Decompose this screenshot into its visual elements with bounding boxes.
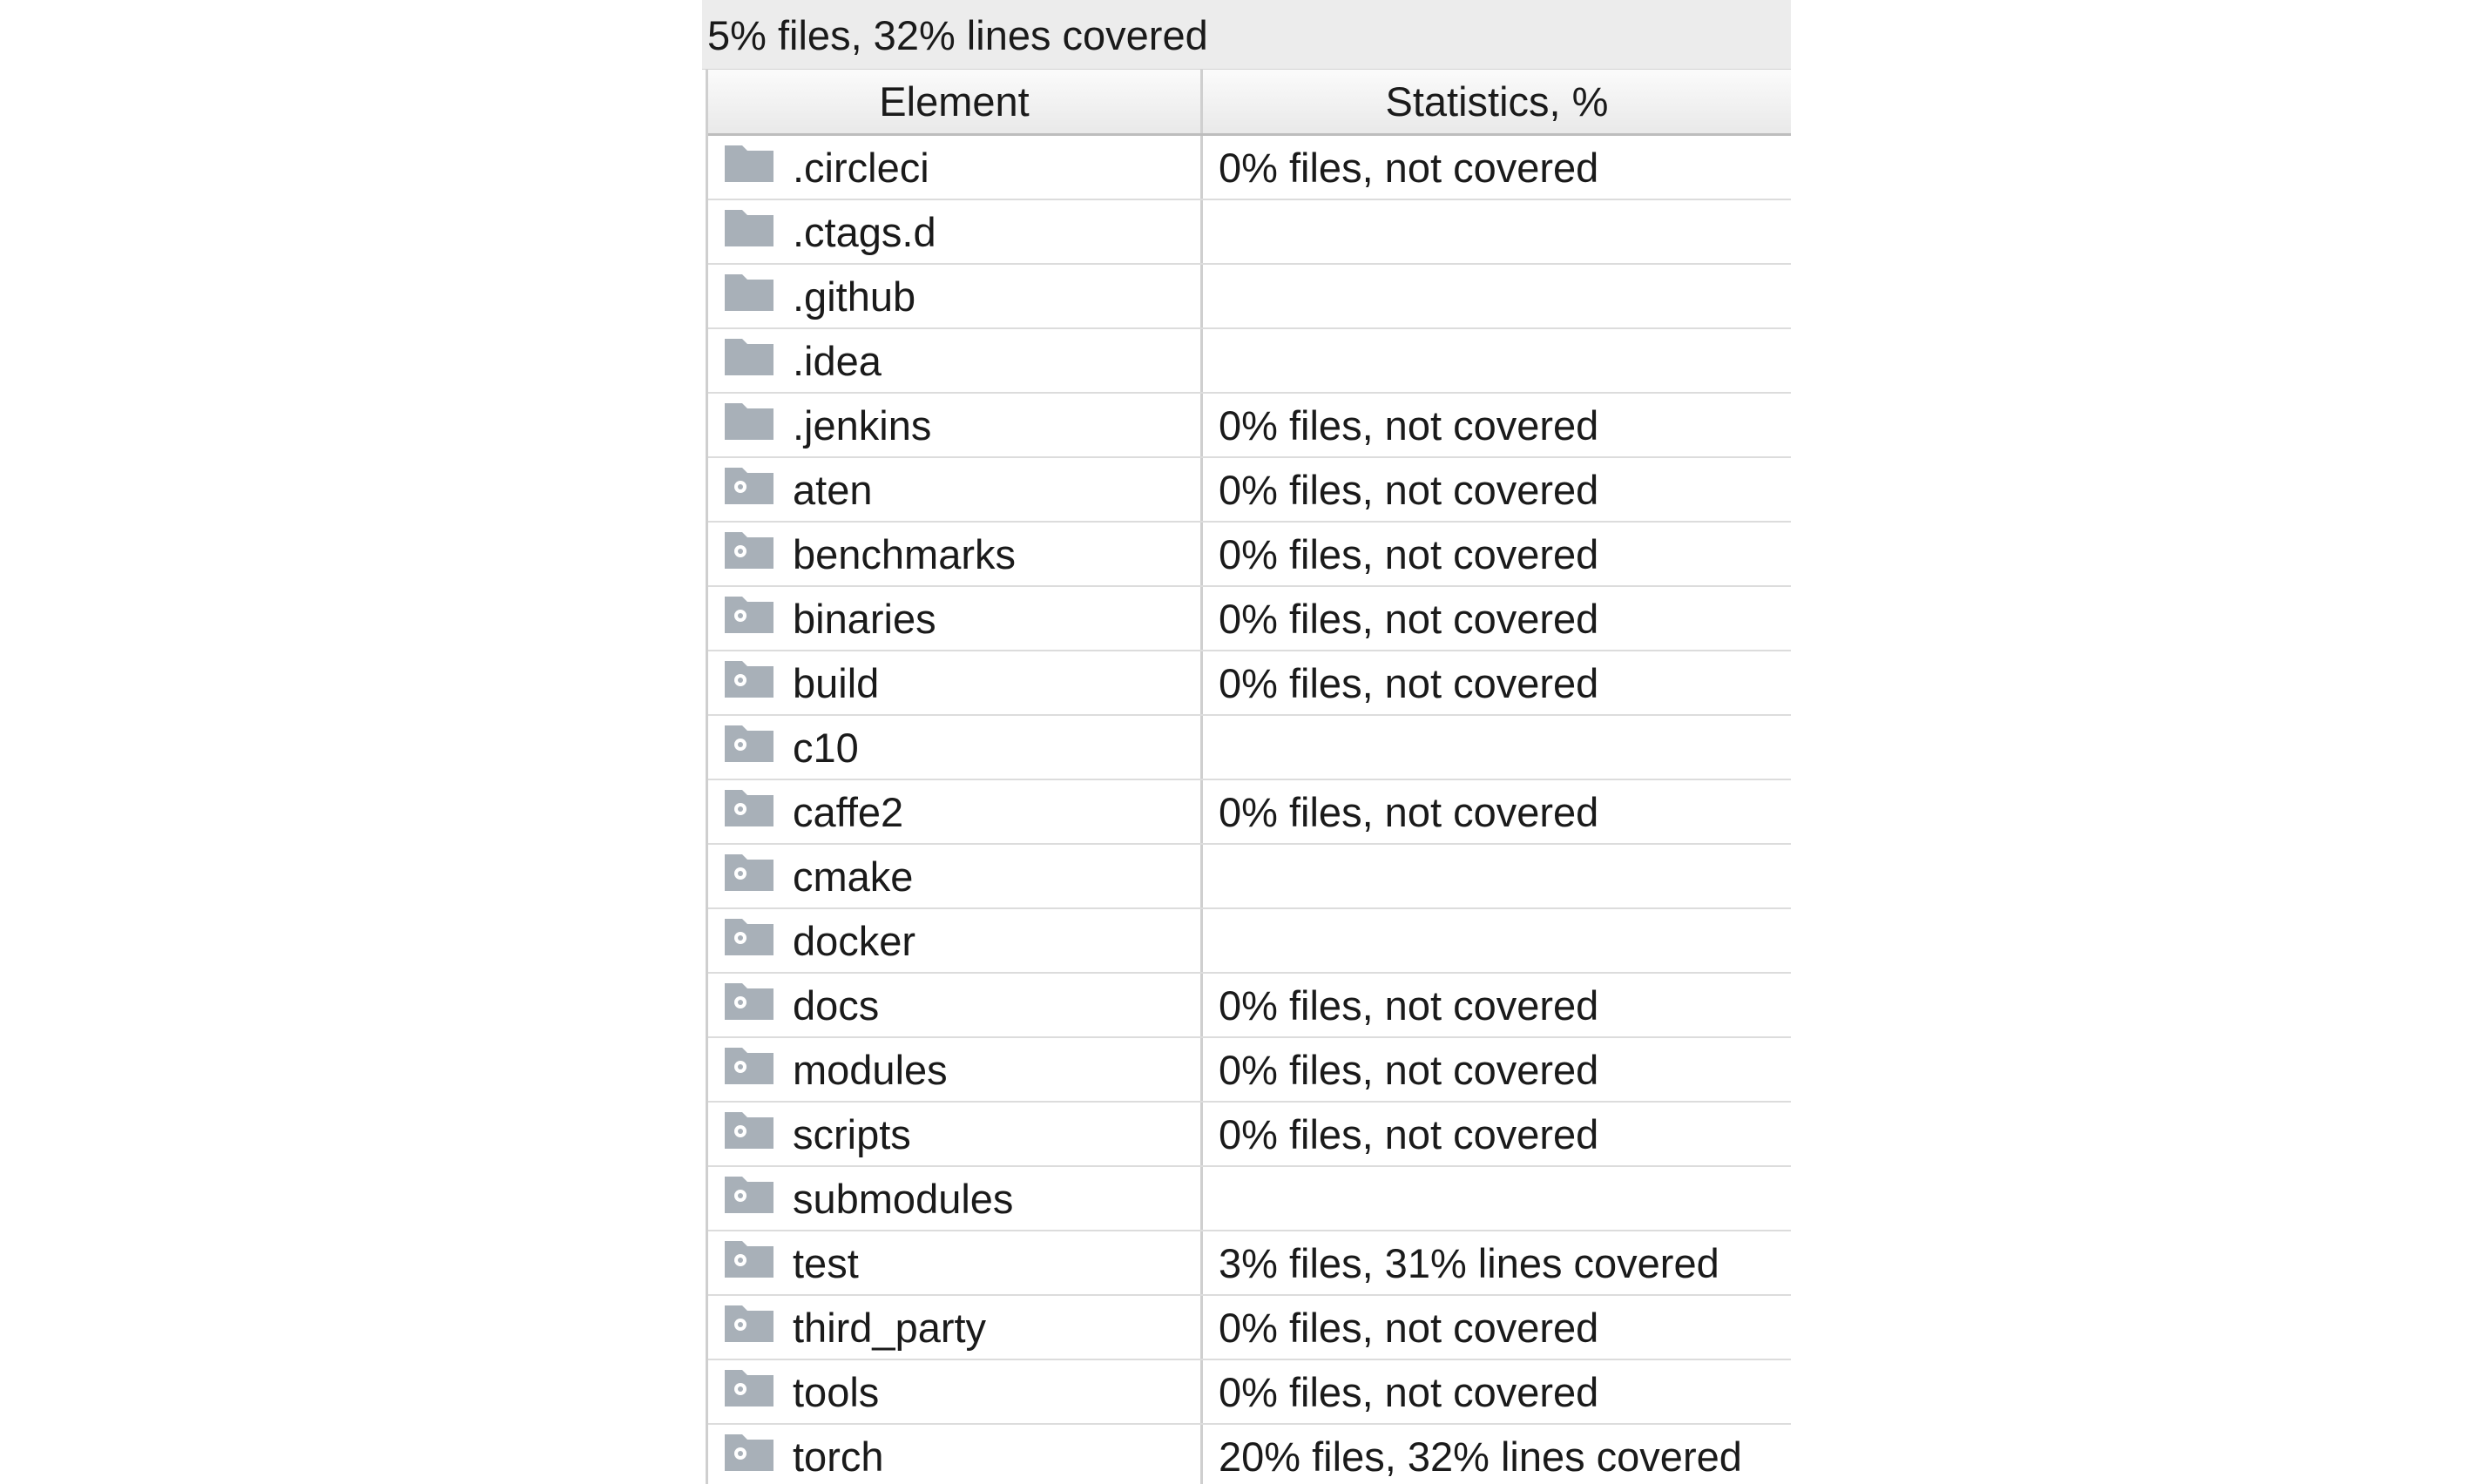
statistics-text: 0% files, not covered [1219, 1305, 1599, 1351]
statistics-cell[interactable] [1203, 329, 1791, 392]
element-cell[interactable] [708, 845, 1203, 907]
table-header [708, 70, 1791, 136]
element-name: modules [793, 1047, 948, 1093]
module-folder-icon [723, 853, 775, 893]
module-folder-icon [723, 917, 775, 957]
element-cell[interactable] [708, 523, 1203, 585]
module-folder-icon [723, 1110, 775, 1150]
table-row[interactable] [708, 329, 1791, 394]
element-name: .github [793, 273, 916, 320]
statistics-text: 0% files, not covered [1219, 789, 1599, 835]
table-row[interactable] [708, 780, 1791, 845]
element-cell[interactable] [708, 136, 1203, 199]
statistics-cell[interactable] [1203, 1103, 1791, 1165]
statistics-cell[interactable] [1203, 1038, 1791, 1101]
statistics-cell[interactable] [1203, 1425, 1791, 1484]
element-cell[interactable] [708, 458, 1203, 521]
element-name: benchmarks [793, 531, 1016, 577]
element-cell[interactable] [708, 394, 1203, 456]
statistics-cell[interactable] [1203, 200, 1791, 263]
column-header-statistics[interactable]: Statistics, % [1385, 78, 1609, 125]
statistics-text: 0% files, not covered [1219, 596, 1599, 642]
table-row[interactable] [708, 1231, 1791, 1296]
element-name: cmake [793, 853, 914, 900]
table-row[interactable] [708, 200, 1791, 265]
module-folder-icon [723, 724, 775, 764]
table-row[interactable] [708, 458, 1791, 523]
statistics-cell[interactable] [1203, 780, 1791, 843]
coverage-summary-bar [702, 0, 1791, 70]
element-cell[interactable] [708, 1360, 1203, 1423]
statistics-cell[interactable] [1203, 909, 1791, 972]
table-row[interactable] [708, 1360, 1791, 1425]
statistics-text: 0% files, not covered [1219, 1369, 1599, 1415]
folder-icon [723, 401, 775, 442]
element-name: binaries [793, 596, 936, 642]
element-cell[interactable] [708, 651, 1203, 714]
module-folder-icon [723, 1175, 775, 1215]
module-folder-icon [723, 1304, 775, 1344]
element-cell[interactable] [708, 1231, 1203, 1294]
table-row[interactable] [708, 587, 1791, 651]
module-folder-icon [723, 466, 775, 506]
table-row[interactable] [708, 1296, 1791, 1360]
statistics-cell[interactable] [1203, 523, 1791, 585]
element-name: c10 [793, 725, 859, 771]
column-header-element[interactable]: Element [708, 70, 1203, 133]
module-folder-icon [723, 981, 775, 1022]
table-row[interactable] [708, 523, 1791, 587]
element-name: tools [793, 1369, 880, 1415]
module-folder-icon [723, 788, 775, 828]
coverage-table [706, 70, 1791, 1484]
element-name: docker [793, 918, 916, 964]
element-cell[interactable] [708, 1103, 1203, 1165]
table-row[interactable] [708, 1038, 1791, 1103]
folder-icon [723, 337, 775, 377]
statistics-text: 0% files, not covered [1219, 1111, 1599, 1157]
statistics-cell[interactable] [1203, 974, 1791, 1036]
element-name: third_party [793, 1305, 987, 1351]
element-name: .idea [793, 338, 882, 384]
element-cell[interactable] [708, 329, 1203, 392]
statistics-cell[interactable] [1203, 265, 1791, 327]
table-row[interactable] [708, 716, 1791, 780]
statistics-cell[interactable] [1203, 1360, 1791, 1423]
element-cell[interactable] [708, 974, 1203, 1036]
folder-icon [723, 273, 775, 313]
table-body [708, 136, 1791, 1484]
module-folder-icon [723, 659, 775, 699]
element-name: build [793, 660, 880, 706]
element-cell[interactable] [708, 1425, 1203, 1484]
table-row[interactable] [708, 136, 1791, 200]
module-folder-icon [723, 1046, 775, 1086]
element-cell[interactable] [708, 1167, 1203, 1230]
element-name: caffe2 [793, 789, 904, 835]
module-folder-icon [723, 530, 775, 570]
folder-icon [723, 208, 775, 248]
element-cell[interactable] [708, 587, 1203, 650]
element-name: aten [793, 467, 873, 513]
table-row[interactable] [708, 265, 1791, 329]
coverage-summary-text: 5% files, 32% lines covered [707, 12, 1208, 58]
statistics-text: 0% files, not covered [1219, 1047, 1599, 1093]
element-cell[interactable] [708, 1038, 1203, 1101]
statistics-cell[interactable] [1203, 136, 1791, 199]
element-cell[interactable] [708, 265, 1203, 327]
statistics-cell[interactable] [1203, 651, 1791, 714]
element-name: .ctags.d [793, 209, 936, 255]
table-row[interactable] [708, 845, 1791, 909]
table-row[interactable] [708, 909, 1791, 974]
statistics-cell[interactable] [1203, 458, 1791, 521]
module-folder-icon [723, 595, 775, 635]
statistics-text: 0% files, not covered [1219, 402, 1599, 449]
element-name: test [793, 1240, 859, 1286]
element-name: torch [793, 1433, 884, 1480]
element-name: submodules [793, 1176, 1014, 1222]
coverage-panel [702, 0, 1791, 1484]
table-row[interactable] [708, 1167, 1791, 1231]
table-row[interactable] [708, 974, 1791, 1038]
statistics-cell[interactable] [1203, 1296, 1791, 1359]
statistics-text: 0% files, not covered [1219, 982, 1599, 1029]
statistics-text: 0% files, not covered [1219, 660, 1599, 706]
element-cell[interactable] [708, 716, 1203, 779]
element-cell[interactable] [708, 780, 1203, 843]
statistics-cell[interactable] [1203, 587, 1791, 650]
table-row[interactable] [708, 1103, 1791, 1167]
statistics-text: 3% files, 31% lines covered [1219, 1240, 1719, 1286]
statistics-text: 20% files, 32% lines covered [1219, 1433, 1742, 1480]
statistics-cell[interactable] [1203, 845, 1791, 907]
statistics-text: 0% files, not covered [1219, 467, 1599, 513]
folder-icon [723, 144, 775, 184]
statistics-text: 0% files, not covered [1219, 531, 1599, 577]
element-name: .jenkins [793, 402, 932, 449]
element-cell[interactable] [708, 200, 1203, 263]
module-folder-icon [723, 1239, 775, 1279]
table-row[interactable] [708, 394, 1791, 458]
statistics-text: 0% files, not covered [1219, 145, 1599, 191]
table-row[interactable] [708, 651, 1791, 716]
table-row[interactable] [708, 1425, 1791, 1484]
element-name: docs [793, 982, 880, 1029]
element-cell[interactable] [708, 909, 1203, 972]
statistics-cell[interactable] [1203, 1231, 1791, 1294]
element-name: scripts [793, 1111, 911, 1157]
module-folder-icon [723, 1433, 775, 1473]
element-name: .circleci [793, 145, 929, 191]
element-cell[interactable] [708, 1296, 1203, 1359]
module-folder-icon [723, 1368, 775, 1408]
statistics-cell[interactable] [1203, 394, 1791, 456]
statistics-cell[interactable] [1203, 716, 1791, 779]
statistics-cell[interactable] [1203, 1167, 1791, 1230]
